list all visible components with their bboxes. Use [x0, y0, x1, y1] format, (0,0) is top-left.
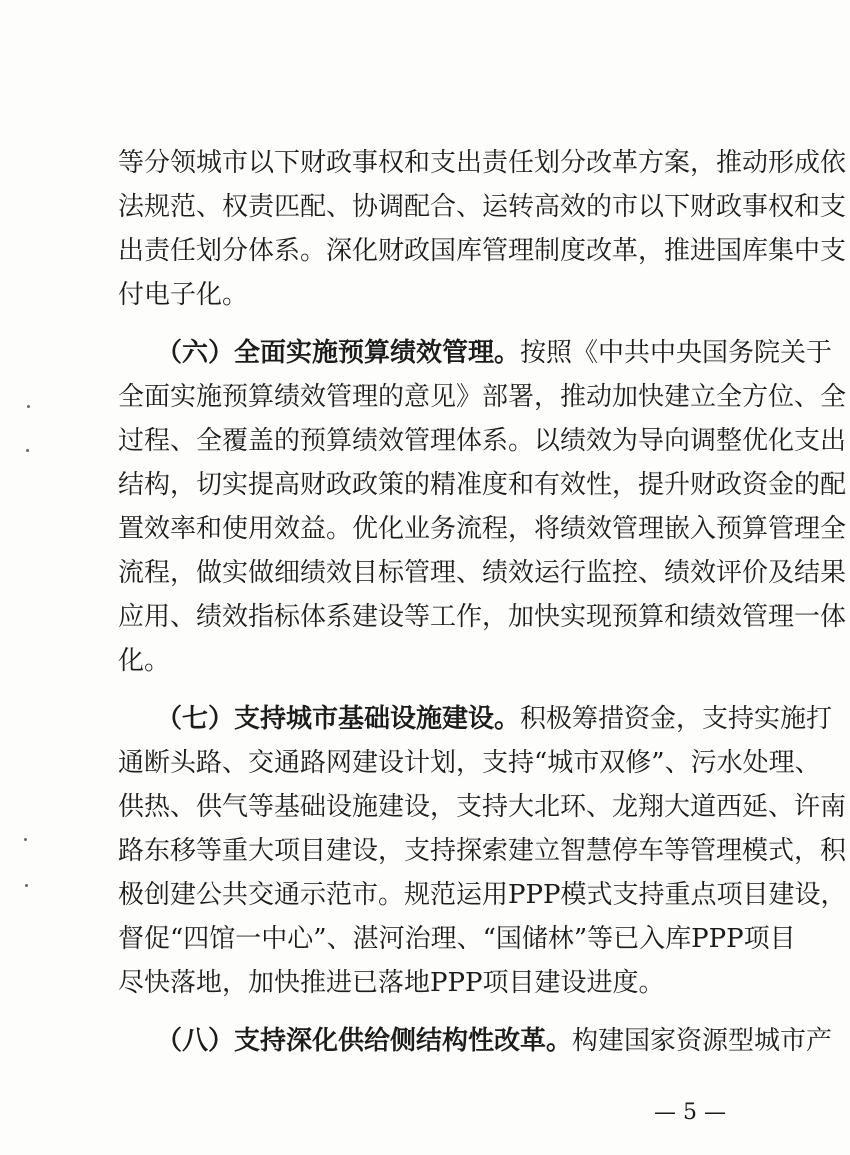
- paragraph-line: 出责任划分体系。深化财政国库管理制度改革，推进国库集中支: [118, 236, 847, 266]
- paragraph-line: 应用、绩效指标体系建设等工作，加快实现预算和绩效管理一体: [118, 602, 847, 632]
- scan-speck: [27, 405, 30, 408]
- paragraph-line: 全面实施预算绩效管理的意见》部署，推动加快建立全方位、全: [118, 382, 847, 412]
- section-6-first-line: [156, 330, 833, 376]
- paragraph-line: 极创建公共交通示范市。规范运用PPP模式支持重点项目建设，: [118, 880, 847, 910]
- section-8-heading: （八）支持深化供给侧结构性改革。: [156, 1026, 573, 1056]
- paragraph-line: 结构，切实提高财政政策的精准度和有效性，提升财政资金的配: [118, 470, 847, 500]
- paragraph-line: 等分领城市以下财政事权和支出责任划分改革方案，推动形成依: [118, 148, 847, 178]
- scan-speck: [24, 838, 27, 841]
- page-number: — 5 —: [654, 1100, 726, 1125]
- paragraph-line: 路东移等重大项目建设，支持探索建立智慧停车等管理模式，积: [118, 836, 847, 866]
- scan-speck: [26, 449, 29, 452]
- paragraph-line: 化。: [118, 646, 171, 676]
- section-6-heading: （六）全面实施预算绩效管理。: [156, 338, 521, 368]
- section-7-heading: （七）支持城市基础设施建设。: [156, 704, 521, 734]
- section-6-first-line-text: 按照《中共中央国务院关于: [520, 338, 833, 368]
- paragraph-line: 督促“四馆一中心”、湛河治理、“国储林”等已入库PPP项目: [118, 924, 796, 954]
- section-8-first-line: [156, 1018, 833, 1064]
- paragraph-line: 供热、供气等基础设施建设，支持大北环、龙翔大道西延、许南: [118, 792, 847, 822]
- section-7-first-line-text: 积极筹措资金，支持实施打: [520, 704, 833, 734]
- paragraph-line: 通断头路、交通路网建设计划，支持“城市双修”、污水处理、: [118, 748, 821, 778]
- paragraph-line: 尽快落地，加快推进已落地PPP项目建设进度。: [118, 968, 665, 998]
- paragraph-line: 置效率和使用效益。优化业务流程，将绩效管理嵌入预算管理全: [118, 514, 847, 544]
- paragraph-line: 法规范、权责匹配、协调配合、运转高效的市以下财政事权和支: [118, 192, 847, 222]
- section-7-first-line: [156, 696, 833, 742]
- paragraph-line: 过程、全覆盖的预算绩效管理体系。以绩效为导向调整优化支出: [118, 426, 847, 456]
- scan-speck: [25, 884, 28, 887]
- paragraph-line: 付电子化。: [118, 280, 249, 310]
- section-8-first-line-text: 构建国家资源型城市产: [572, 1026, 833, 1056]
- paragraph-line: 流程，做实做细绩效目标管理、绩效运行监控、绩效评价及结果: [118, 558, 847, 588]
